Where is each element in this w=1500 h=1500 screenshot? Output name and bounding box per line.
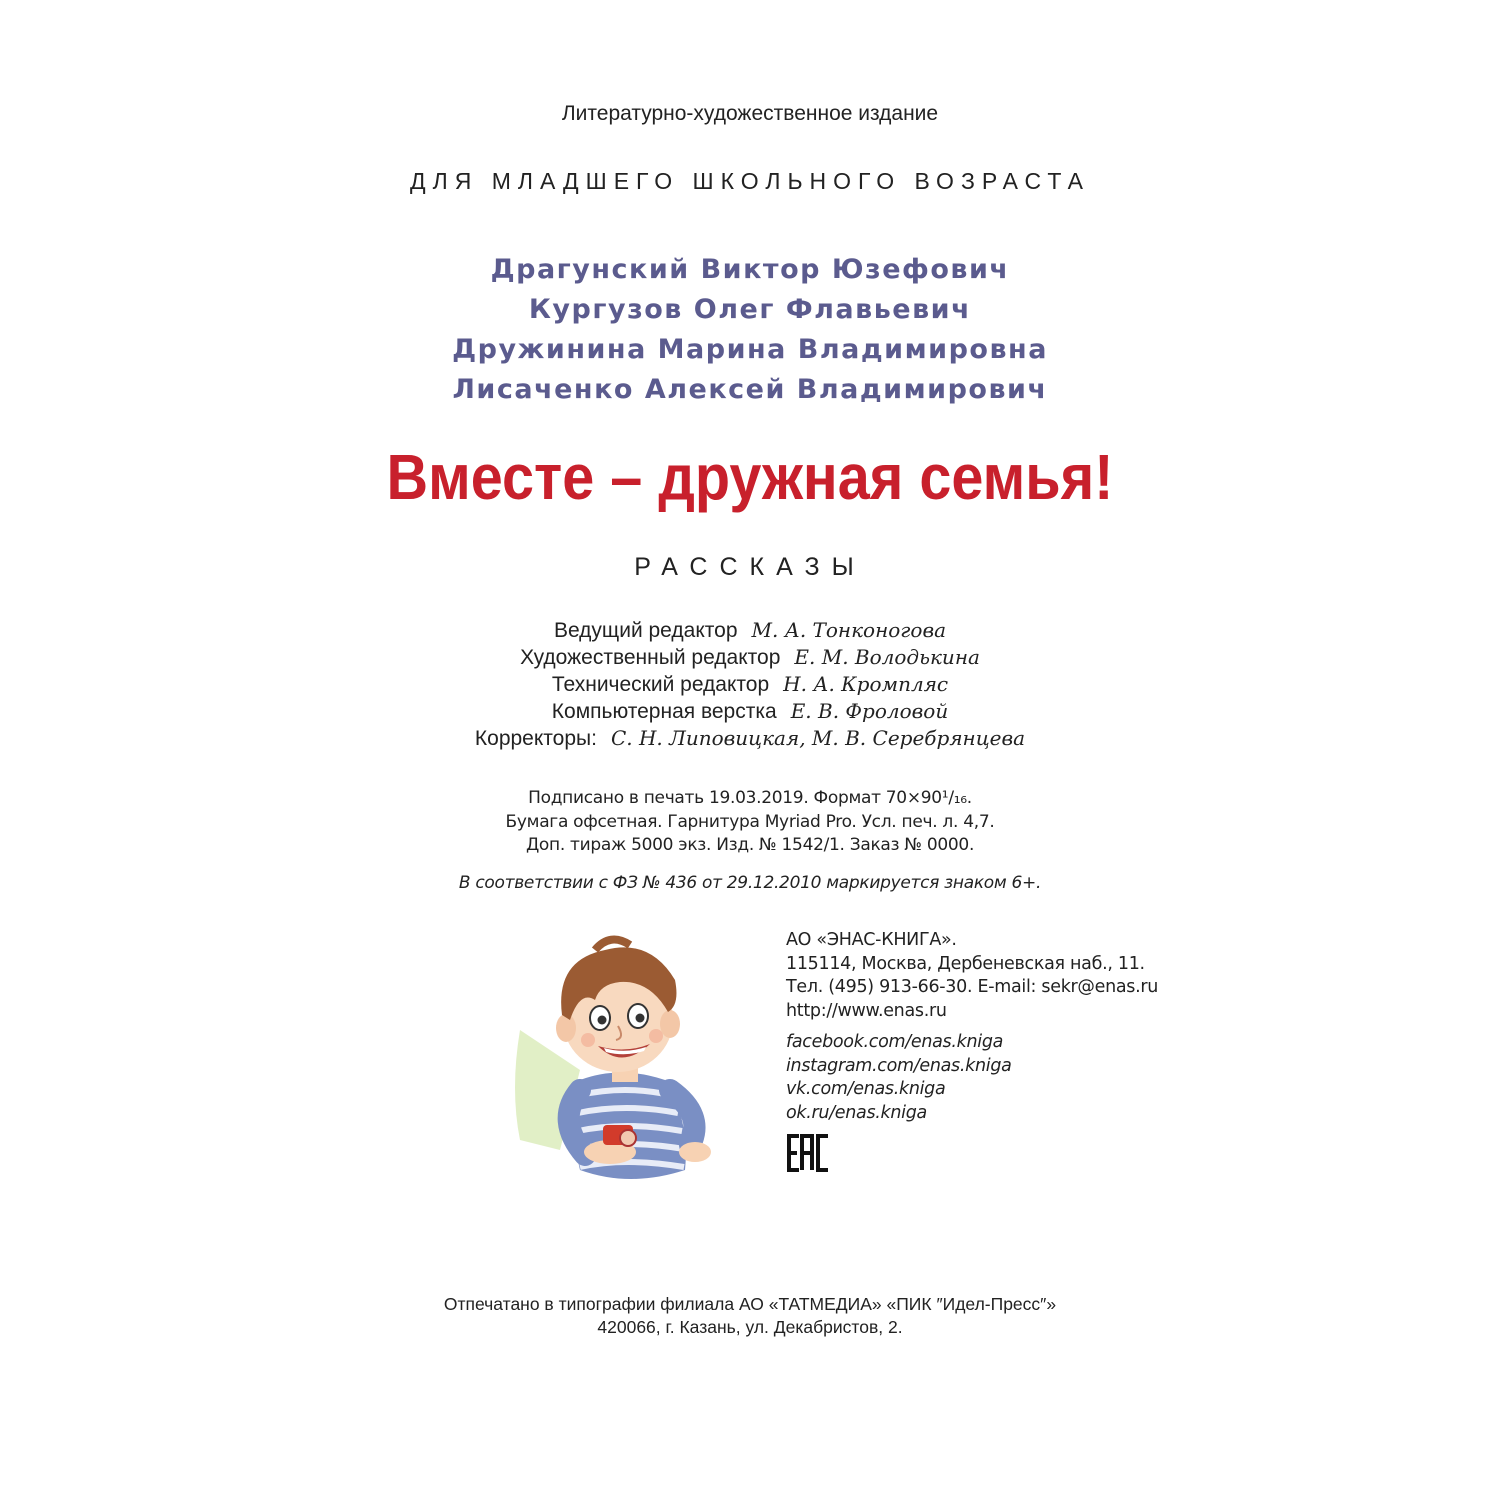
credit-role: Художественный редактор: [520, 646, 781, 669]
credit-person: Н. А. Кромпляс: [783, 672, 949, 696]
credit-role: Корректоры:: [474, 727, 597, 750]
age-rating-notice: В соответствии с ФЗ № 436 от 29.12.2010 маркируется знаком 6+.: [458, 873, 1042, 893]
audience-label: ДЛЯ МЛАДШЕГО ШКОЛЬНОГО ВОЗРАСТА: [410, 168, 1090, 194]
credit-row: [0, 617, 1500, 644]
social-link-vk[interactable]: vk.com/enas.kniga: [786, 1079, 946, 1099]
boy-illustration: [500, 920, 740, 1200]
social-link-ok[interactable]: ok.ru/enas.kniga: [786, 1102, 927, 1123]
printer-line: Отпечатано в типографии филиала АО «ТАТМЕДИА» «ПИК ″Идел-Пресс″»: [443, 1294, 1057, 1314]
imprint-line: Подписано в печать 19.03.2019. Формат 70×90¹/₁₆.: [528, 788, 972, 808]
social-links: [786, 1031, 1206, 1125]
credit-person: М. А. Тонконогова: [751, 618, 947, 642]
credit-role: Ведущий редактор: [553, 619, 738, 642]
authors-list: [0, 250, 1500, 410]
credit-row: [0, 725, 1500, 752]
publisher-address: 115114, Москва, Дербеневская наб., 11.: [786, 953, 1145, 974]
author-name: Драгунский Виктор Юзефович: [490, 254, 1010, 285]
author-name: Лисаченко Алексей Владимирович: [452, 374, 1048, 405]
genre-label: РАССКАЗЫ: [634, 553, 866, 581]
imprint-line: Доп. тираж 5000 экз. Изд. № 1542/1. Заказ № 0000.: [525, 835, 975, 855]
publisher-website-link[interactable]: http://www.enas.ru: [786, 1000, 947, 1021]
eac-mark-icon: [786, 1133, 832, 1173]
printer-info: [0, 1293, 1500, 1339]
credit-role: Компьютерная верстка: [551, 700, 777, 723]
book-title: Вместе – дружная семья!: [386, 441, 1114, 513]
imprint-line: Бумага офсетная. Гарнитура Myriad Pro. Усл. печ. л. 4,7.: [505, 811, 995, 832]
publisher-contacts: Тел. (495) 913-66-30. E-mail: sekr@enas.ru: [786, 977, 1159, 997]
social-link-instagram[interactable]: instagram.com/enas.kniga: [786, 1055, 1012, 1076]
publisher-info: [786, 929, 1206, 1178]
imprint-block: [0, 787, 1500, 858]
publisher-line: АО «ЭНАС-КНИГА».: [786, 930, 957, 950]
credit-person: Е. М. Володькина: [794, 645, 980, 669]
credit-person: Е. В. Фроловой: [790, 699, 949, 723]
credit-person: С. Н. Липовицкая, М. В. Серебрянцева: [610, 726, 1026, 750]
credits-list: [0, 617, 1500, 752]
author-name: Дружинина Марина Владимировна: [452, 334, 1048, 365]
author-name: Кургузов Олег Флавьевич: [528, 294, 972, 325]
edition-type: Литературно-художественное издание: [561, 102, 939, 125]
social-link-facebook[interactable]: facebook.com/enas.kniga: [786, 1032, 1004, 1052]
credit-row: [0, 644, 1500, 671]
printer-address: 420066, г. Казань, ул. Декабристов, 2.: [597, 1317, 903, 1337]
credit-row: [0, 671, 1500, 698]
credit-role: Технический редактор: [551, 673, 770, 696]
credit-row: [0, 698, 1500, 725]
